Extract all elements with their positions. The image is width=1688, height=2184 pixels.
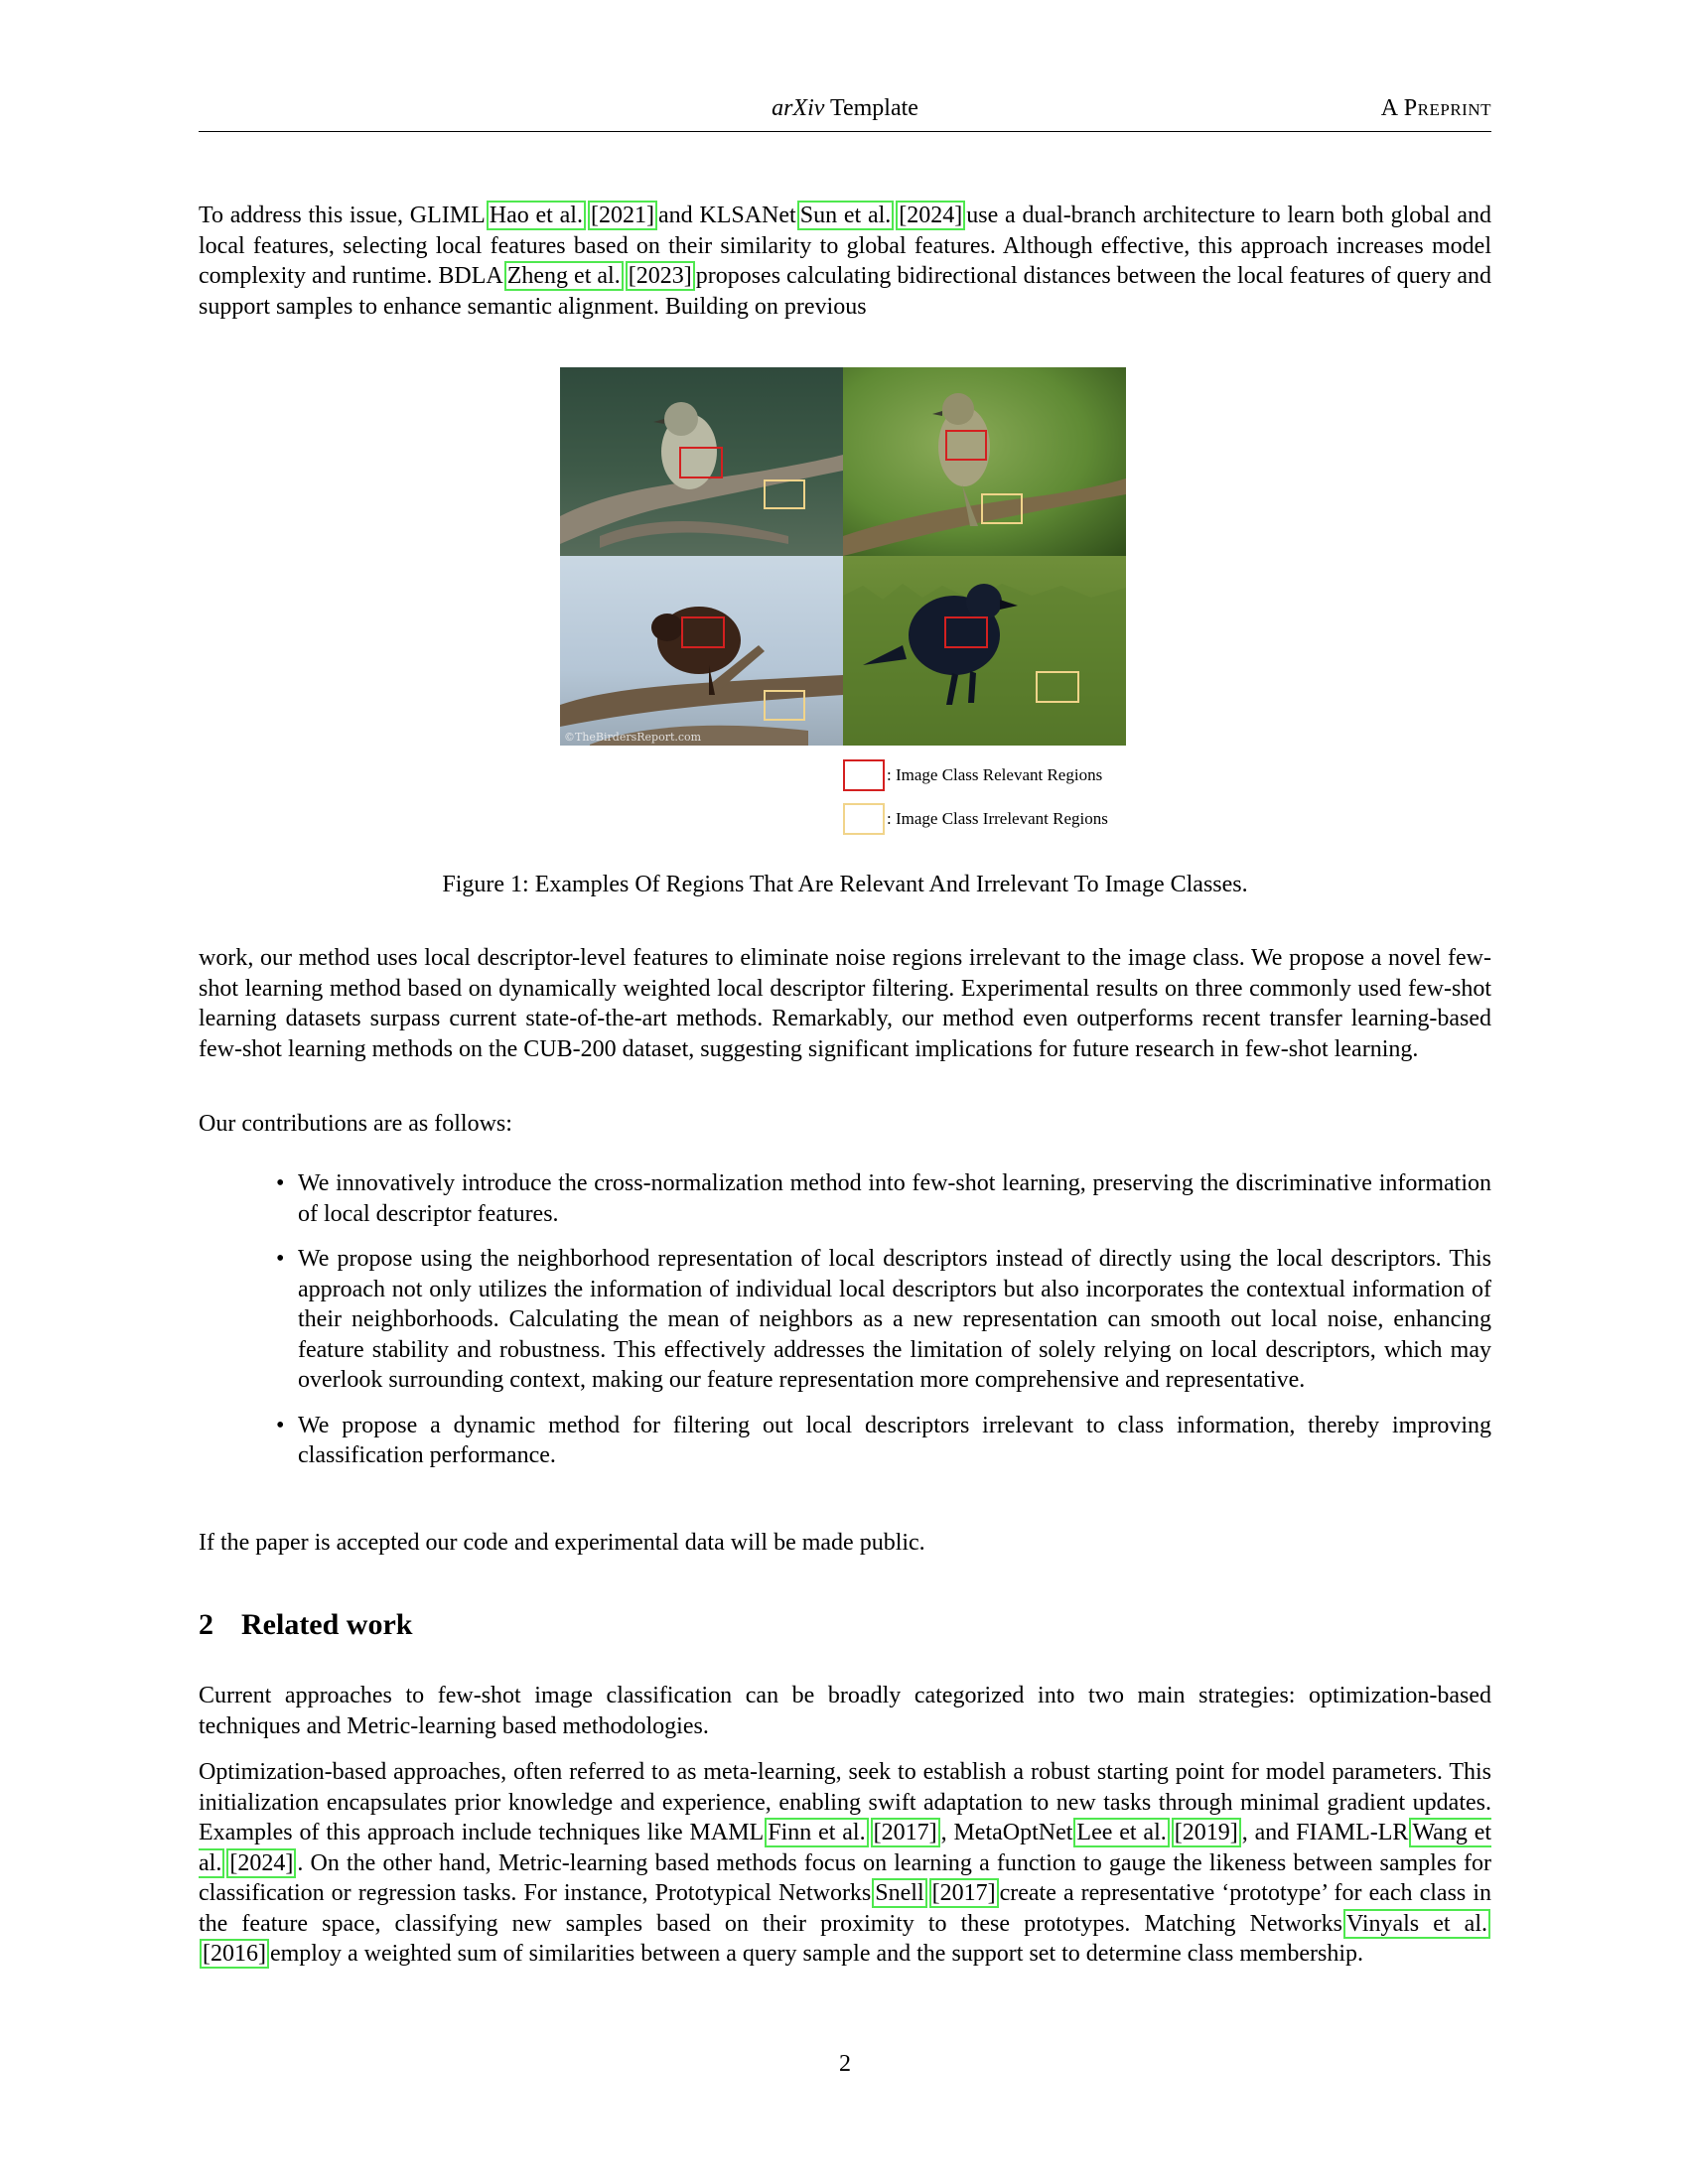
citation-link[interactable]: Snell: [872, 1878, 926, 1908]
contribution-text: We innovatively introduce the cross-normalization method into few-shot learning, preserving the discriminative information of local descriptor features.: [298, 1170, 1491, 1227]
citation-year-link[interactable]: [2024]: [226, 1848, 296, 1878]
bird-image-grid: [560, 367, 1126, 746]
citation-year-link[interactable]: [2024]: [896, 201, 965, 230]
citation-link[interactable]: Sun et al.: [797, 201, 895, 230]
bird-photo-3: [560, 556, 843, 746]
related-text-2: , MetaOptNet: [940, 1820, 1073, 1845]
relevant-region-swatch: [843, 759, 885, 791]
relevant-region-box: [681, 616, 725, 648]
related-work-paragraph-1: Current approaches to few-shot image classification can be broadly categorized into two main strategies: optimization-based techniques and Metric-learning based methodologies.: [199, 1683, 1491, 1739]
intro-text-1: To address this issue, GLIML: [199, 203, 486, 228]
figure-caption: Figure 1: Examples Of Regions That Are Relevant And Irrelevant To Image Classes.: [442, 872, 1248, 897]
public-release-paragraph: If the paper is accepted our code and experimental data will be made public.: [199, 1530, 925, 1556]
citation-link[interactable]: Finn et al.: [765, 1818, 868, 1847]
citation-year-link[interactable]: [2023]: [626, 261, 695, 291]
related-text-5: create a representative ‘prototype’ for each class in the feature space, classifying new samples based on their proximity to these prototypes. Matching Networks: [199, 1880, 1491, 1937]
bullet-glyph: •: [276, 1170, 285, 1196]
header-title-italic: arXiv: [772, 95, 825, 121]
irrelevant-region-box: [764, 479, 805, 509]
header-preprint-label: A Preprint: [1380, 95, 1491, 121]
method-paragraph: work, our method uses local descriptor-level features to eliminate noise regions irrelevant to the image class. We propose a novel few-shot learning method based on dynamically weighted local descriptor filtering. Experimental results on three commonly used few-shot learning datasets surpass current state-of-the-art methods. Remarkably, our method even outperforms recent transfer learning-based few-shot learning methods on the CUB-200 dataset, suggesting significant implications for future research in few-shot learning.: [199, 945, 1491, 1062]
citation-year-link[interactable]: [2021]: [588, 201, 657, 230]
related-text-3: , and FIAML-LR: [1241, 1820, 1409, 1845]
citation-link[interactable]: Lee et al.: [1073, 1818, 1169, 1847]
intro-text-4: proposes calculating bidirectional distances between the local features of query and support samples to enhance semantic alignment. Building on previous: [199, 263, 1492, 320]
irrelevant-region-swatch: [843, 803, 885, 835]
contribution-item: [199, 1168, 1491, 1229]
relevant-region-box: [945, 430, 987, 461]
contribution-item: [199, 1411, 1491, 1471]
running-header: [199, 95, 1491, 132]
header-title-rest: Template: [824, 95, 918, 121]
bird-photo-2-art: [843, 367, 1126, 556]
photo-watermark: ©TheBirdersReport.com: [564, 731, 702, 744]
contribution-item: [199, 1244, 1491, 1396]
citation-year-link[interactable]: [2019]: [1172, 1818, 1241, 1847]
irrelevant-region-box: [764, 690, 805, 721]
bullet-glyph: •: [276, 1412, 285, 1438]
irrelevant-region-box: [981, 493, 1023, 524]
citation-year-link[interactable]: [2017]: [871, 1818, 940, 1847]
section-number: 2: [199, 1608, 213, 1641]
section-heading: [199, 1608, 412, 1642]
header-title: [199, 95, 1491, 122]
intro-text-2: and KLSANet: [657, 203, 796, 228]
legend-label-relevant: : Image Class Relevant Regions: [887, 765, 1103, 784]
related-work-paragraph-2: [199, 1757, 1491, 1970]
contributions-list: [199, 1168, 1491, 1486]
citation-link[interactable]: Zheng et al.: [504, 261, 624, 291]
bird-photo-4: [843, 556, 1126, 746]
citation-year-link[interactable]: [2017]: [929, 1878, 999, 1908]
intro-text-3: use a dual-branch architecture to learn both global and local features, selecting local features based on their similarity to global features. Although effective, this approach increases model complexity and runtime. BDLA: [199, 203, 1491, 289]
citation-link[interactable]: Vinyals et al.: [1343, 1909, 1490, 1939]
related-text-1: Optimization-based approaches, often referred to as meta-learning, seek to establish a robust starting point for model parameters. This initialization encapsulates prior knowledge and experience, enabling swift adaptation to new tasks through minimal gradient updates. Examples of this approach include techniques like MAML: [199, 1759, 1491, 1845]
relevant-region-box: [679, 447, 723, 478]
contributions-intro: Our contributions are as follows:: [199, 1111, 512, 1137]
bird-photo-2: [843, 367, 1126, 556]
bird-photo-1: [560, 367, 843, 556]
legend-label-irrelevant: : Image Class Irrelevant Regions: [887, 809, 1108, 828]
figure-1: [560, 367, 1126, 828]
related-text-4: . On the other hand, Metric-learning based methods focus on learning a function to gauge the likeness between samples for classification or regression tasks. For instance, Prototypical Networks: [199, 1849, 1491, 1906]
bird-photo-4-art: [843, 556, 1126, 746]
section-title: Related work: [241, 1608, 413, 1641]
bullet-glyph: •: [276, 1246, 285, 1272]
citation-year-link[interactable]: [2016]: [200, 1939, 269, 1969]
citation-link[interactable]: Hao et al.: [487, 201, 586, 230]
page-number: 2: [839, 2051, 851, 2077]
intro-paragraph: [199, 201, 1491, 322]
irrelevant-region-box: [1036, 671, 1079, 703]
citation-link[interactable]: Wang et al.: [199, 1820, 1492, 1876]
relevant-region-box: [944, 616, 988, 648]
paper-page: [199, 0, 1491, 2184]
related-text-6: employ a weighted sum of similarities between a query sample and the support set to determine class membership.: [269, 1941, 1364, 1967]
contribution-text: We propose using the neighborhood representation of local descriptors instead of directly using the local descriptors. This approach not only utilizes the information of individual local descriptors but also incorporates the contextual information of their neighborhoods. Calculating the mean of neighbors as a new representation can smooth out local noise, enhancing feature stability and robustness. This effectively addresses the limitation of solely relying on local descriptors, which may overlook surrounding context, making our feature representation more comprehensive and representative.: [298, 1246, 1491, 1393]
contribution-text: We propose a dynamic method for filtering out local descriptors irrelevant to class information, thereby improving classification performance.: [298, 1412, 1491, 1468]
